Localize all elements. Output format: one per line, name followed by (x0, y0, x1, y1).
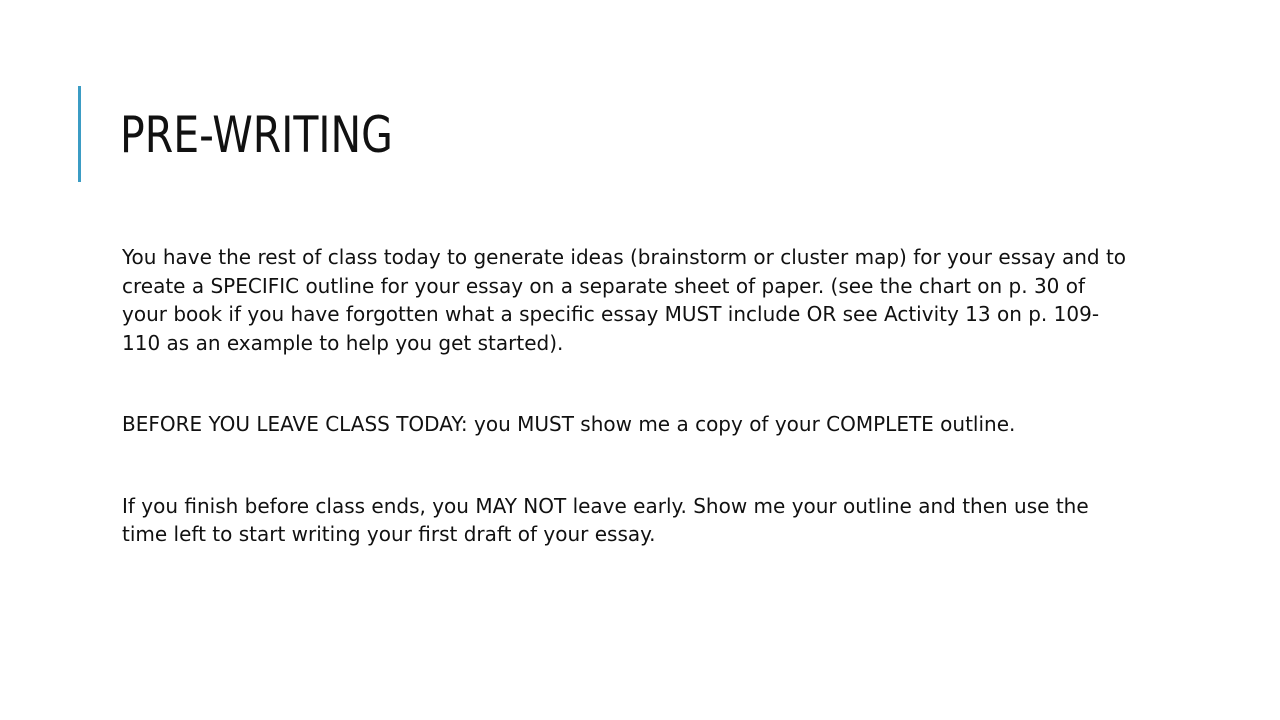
slide-title: PRE-WRITING (120, 106, 393, 164)
slide-body (122, 243, 1132, 549)
paragraph-instructions: You have the rest of class today to generate ideas (brainstorm or cluster map) for your essay and to create a SPECIFIC outline for your essay on a separate sheet of paper. (see the chart on p. 30 of your book if you have forgotten what a specific essay MUST include OR see Activity 13 on p. 109-110 as an example to help you get started). (122, 245, 1127, 355)
paragraph-finish-early: If you finish before class ends, you MAY NOT leave early. Show me your outline and then use the time left to start writing your first draft of your essay. (122, 493, 1089, 546)
paragraph-requirement: BEFORE YOU LEAVE CLASS TODAY: you MUST show me a copy of your COMPLETE outline. (122, 412, 1016, 436)
title-accent-bar (78, 86, 81, 182)
